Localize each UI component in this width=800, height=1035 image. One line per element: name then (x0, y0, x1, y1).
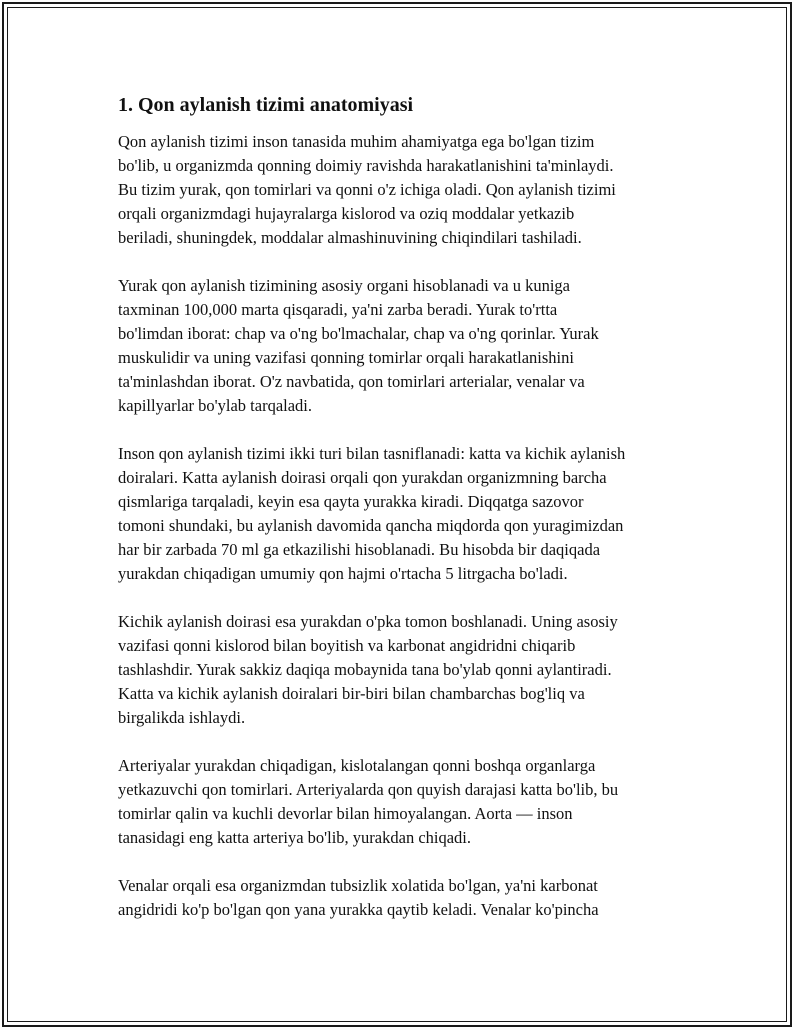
paragraph-1: Qon aylanish tizimi inson tanasida muhim ahamiyatga ega bo'lgan tizim bo'lib, u organizmda qonning doimiy ravishda harakatlanishini ta'minlaydi. Bu tizim yurak, qon tomirlari va qonni o'z ichiga oladi. Qon aylanish tizimi orqali organizmdagi hujayralarga kislorod va oziq moddalar yetkazib beriladi, shuningdek, moddalar almashinuvining chiqindilari tashiladi. (118, 132, 616, 247)
paragraph-4: Kichik aylanish doirasi esa yurakdan o'pka tomon boshlanadi. Uning asosiy vazifasi qonni kislorod bilan boyitish va karbonat angidridni chiqarib tashlashdir. Yurak sakkiz daqiqa mobaynida tana bo'ylab qonni aylantiradi. Katta va kichik aylanish doiralari bir-biri bilan chambarchas bog'liq va birgalikda ishlaydi. (118, 612, 618, 727)
document-body (118, 92, 698, 946)
paragraph-3: Inson qon aylanish tizimi ikki turi bilan tasniflanadi: katta va kichik aylanish doiralari. Katta aylanish doirasi orqali qon yurakdan organizmning barcha qismlariga tarqaladi, keyin esa qayta yurakka kiradi. Diqqatga sazovor tomoni shundaki, bu aylanish davomida qancha miqdorda qon yuragimizdan har bir zarbada 70 ml ga etkazilishi hisoblanadi. Bu hisobda bir daqiqada yurakdan chiqadigan umumiy qon hajmi o'rtacha 5 litrgacha bo'ladi. (118, 444, 626, 583)
paragraph-5: Arteriyalar yurakdan chiqadigan, kislotalangan qonni boshqa organlarga yetkazuvchi qon tomirlari. Arteriyalarda qon quyish darajasi katta bo'lib, bu tomirlar qalin va kuchli devorlar bilan himoyalangan. Aorta — inson tanasidagi eng katta arteriya bo'lib, yurakdan chiqadi. (118, 756, 619, 847)
section-heading: 1. Qon aylanish tizimi anatomiyasi (118, 94, 414, 116)
paragraph-6: Venalar orqali esa organizmdan tubsizlik xolatida bo'lgan, ya'ni karbonat angidridi ko'p bo'lgan qon yana yurakka qaytib keladi. Venalar ko'pincha (118, 876, 599, 919)
paragraph-2: Yurak qon aylanish tizimining asosiy organi hisoblanadi va u kuniga taxminan 100,000 marta qisqaradi, ya'ni zarba beradi. Yurak to'rtta bo'limdan iborat: chap va o'ng bo'lmachalar, chap va o'ng qorinlar. Yurak muskulidir va uning vazifasi qonning tomirlar orqali harakatlanishini ta'minlashdan iborat. O'z navbatida, qon tomirlari arterialar, venalar va kapillyarlar bo'ylab tarqaladi. (118, 276, 599, 415)
